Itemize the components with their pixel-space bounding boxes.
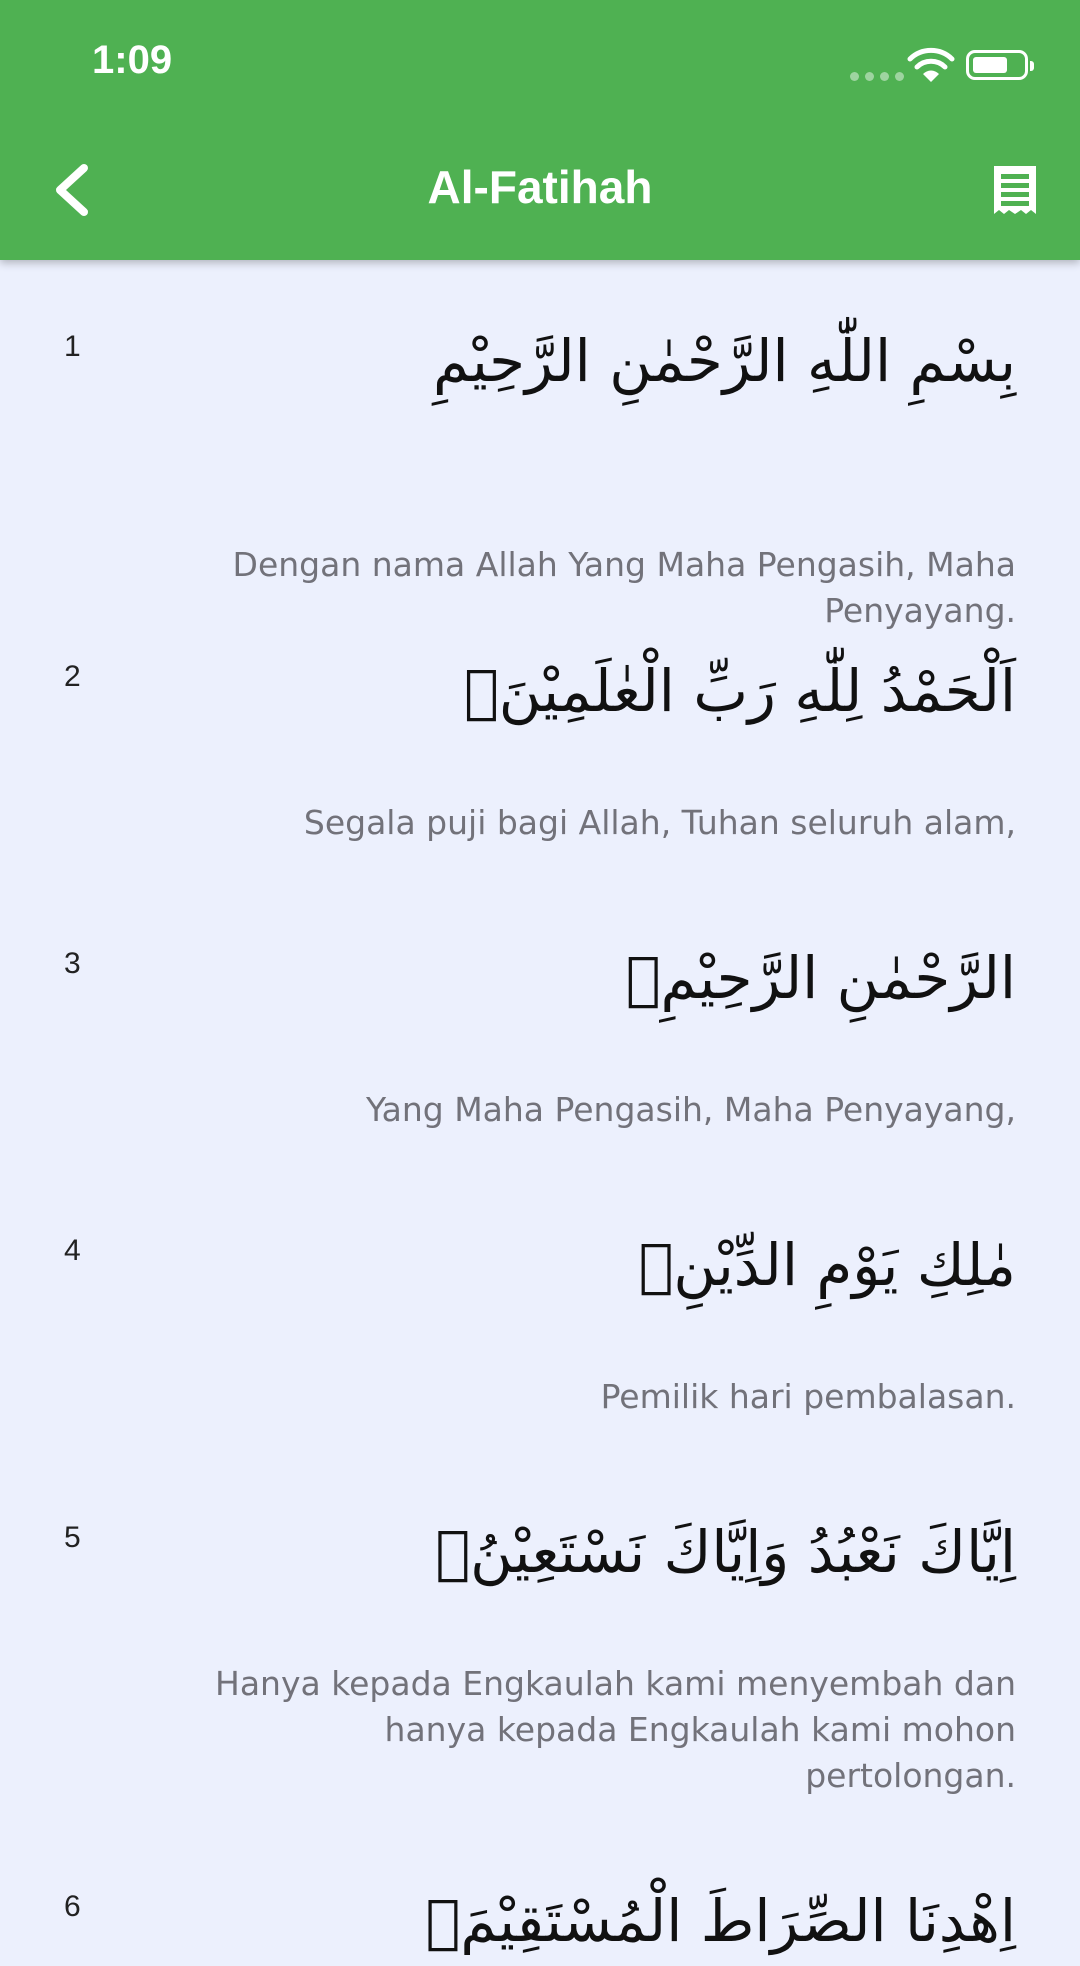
verse-translation: Hanya kepada Engkaulah kami menyembah dan hanya kepada Engkaulah kami mohon pertolongan.	[215, 1664, 1016, 1795]
page-title: Al-Fatihah	[427, 161, 653, 213]
verse-number: 5	[64, 1521, 81, 1554]
verse-translation: Pemilik hari pembalasan.	[600, 1377, 1016, 1416]
verse-number: 4	[64, 1234, 81, 1267]
receipt-list-icon[interactable]	[992, 164, 1038, 218]
verse-translation: Dengan nama Allah Yang Maha Pengasih, Maha Penyayang.	[232, 545, 1016, 630]
verse-number: 3	[64, 947, 81, 980]
verse-arabic: الرَّحْمٰنِ الرَّحِيْمِۙ	[625, 944, 1016, 1012]
status-time: 1:09	[92, 38, 173, 82]
verse-arabic: اِهْدِنَا الصِّرَاطَ الْمُسْتَقِيْمَۙ	[425, 1887, 1016, 1955]
battery-icon	[966, 50, 1028, 80]
verse-arabic: بِسْمِ اللّٰهِ الرَّحْمٰنِ الرَّحِيْمِ	[433, 327, 1016, 395]
app-header	[0, 0, 1080, 260]
verse-arabic: اِيَّاكَ نَعْبُدُ وَاِيَّاكَ نَسْتَعِيْنُۗ	[435, 1518, 1016, 1586]
wifi-icon	[908, 46, 954, 84]
verse-number: 1	[64, 330, 81, 363]
verse-translation: Segala puji bagi Allah, Tuhan seluruh alam,	[303, 803, 1016, 842]
verse-arabic: مٰلِكِ يَوْمِ الدِّيْنِۗ	[638, 1231, 1016, 1299]
verse-translation: Yang Maha Pengasih, Maha Penyayang,	[366, 1090, 1016, 1129]
verse-number: 2	[64, 660, 81, 693]
cellular-signal-icon	[850, 72, 904, 81]
verse-list[interactable]	[0, 260, 1080, 1955]
verse-arabic: اَلْحَمْدُ لِلّٰهِ رَبِّ الْعٰلَمِيْنَۙ	[463, 657, 1016, 725]
verse-number: 6	[64, 1890, 81, 1923]
